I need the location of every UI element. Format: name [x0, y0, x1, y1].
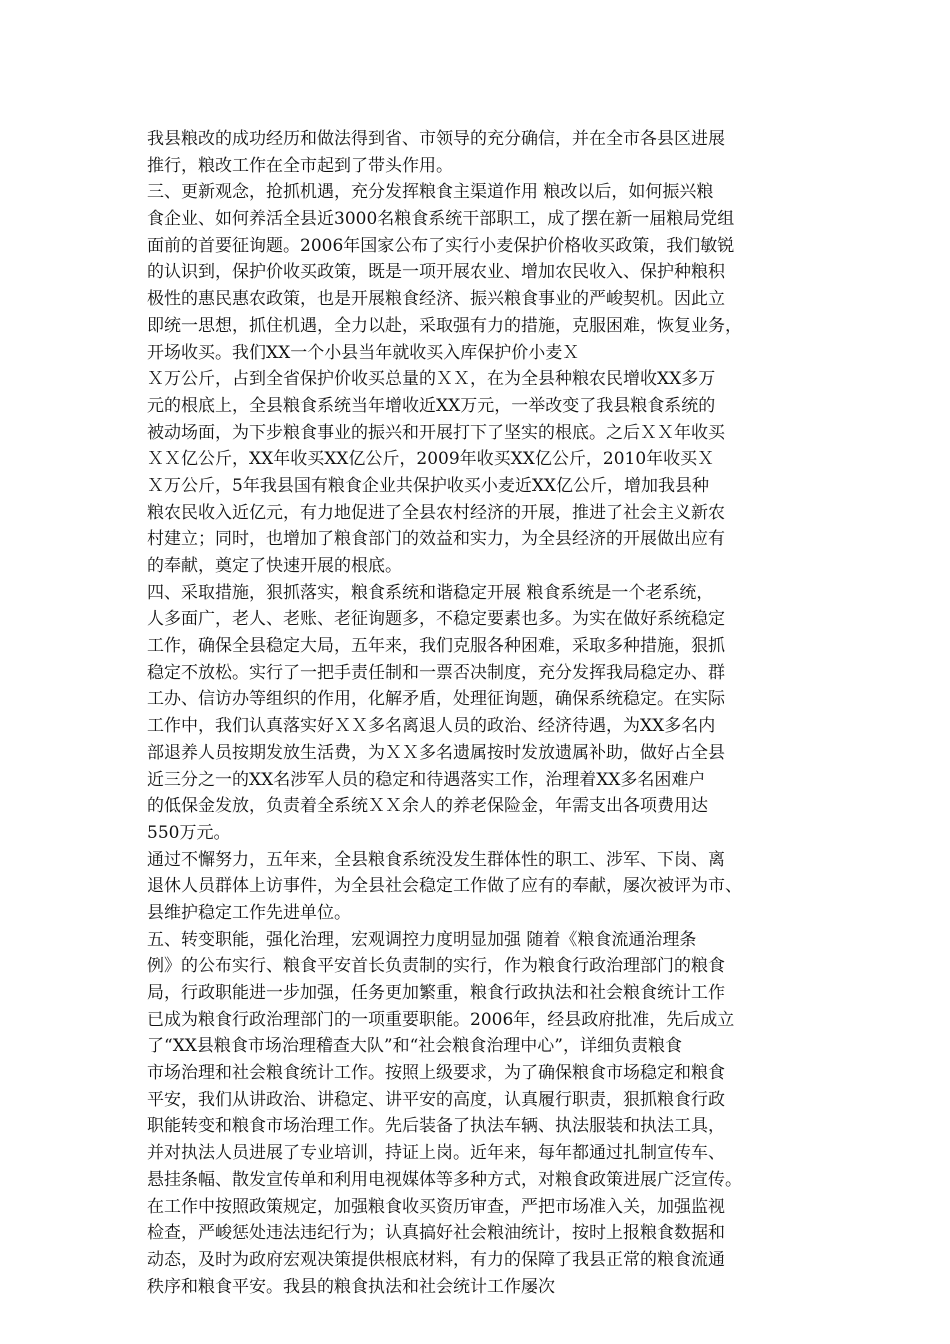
text-line: 面前的首要征询题。2006年国家公布了实行小麦保护价格收买政策，我们敏锐: [147, 235, 735, 256]
text-line: 市场治理和社会粮食统计工作。按照上级要求，为了确保粮食市场稳定和粮食: [147, 1063, 725, 1084]
text-line: 人多面广，老人、老账、老征询题多，不稳定要素也多。为实在做好系统稳定: [147, 609, 725, 630]
text-line: 稳定不放松。实行了一把手责任制和一票否决制度，充分发挥我局稳定办、群: [147, 662, 725, 683]
text-line: 工办、信访办等组织的作用，化解矛盾，处理征询题，确保系统稳定。在实际: [147, 689, 725, 710]
text-line: 动态，及时为政府宏观决策提供根底材料，有力的保障了我县正常的粮食流通: [147, 1249, 725, 1270]
section-heading-line: 三、更新观念，抢抓机遇，充分发挥粮食主渠道作用 粮改以后，如何振兴粮: [147, 182, 714, 203]
text-line: 并对执法人员进展了专业培训，持证上岗。近年来，每年都通过扎制宣传车、: [147, 1143, 725, 1164]
text-line: 极性的惠民惠农政策，也是开展粮食经济、振兴粮食事业的严峻契机。因此立: [147, 289, 725, 310]
text-line: 了“XX县粮食市场治理稽查大队”和“社会粮食治理中心”，详细负责粮食: [147, 1036, 682, 1057]
text-line: Ｘ万公斤，占到全省保护价收买总量的ＸＸ，在为全县种粮农民增收XX多万: [147, 369, 716, 390]
text-line: 部退养人员按期发放生活费，为ＸＸ多名遗属按时发放遗属补助，做好占全县: [147, 742, 725, 763]
text-line: Ｘ万公斤，5年我县国有粮食企业共保护收买小麦近XX亿公斤，增加我县种: [147, 475, 710, 496]
text-line: 近三分之一的XX名涉军人员的稳定和待遇落实工作，治理着XX多名困难户: [147, 769, 706, 790]
document-body: [147, 126, 817, 1300]
text-line: 的低保金发放，负责着全系统ＸＸ余人的养老保险金，年需支出各项费用达: [147, 796, 708, 817]
text-line: 县维护稳定工作先进单位。: [147, 902, 351, 923]
text-line: 例》的公布实行、粮食平安首长负责制的实行，作为粮食行政治理部门的粮食: [147, 956, 725, 977]
section-heading-line: 五、转变职能，强化治理，宏观调控力度明显加强 随着《粮食流通治理条: [147, 929, 697, 950]
text-line: 的认识到，保护价收买政策，既是一项开展农业、增加农民收入、保护种粮积: [147, 262, 725, 283]
text-line: 退休人员群体上访事件，为全县社会稳定工作做了应有的奉献，屡次被评为市、: [147, 876, 742, 897]
text-line: 秩序和粮食平安。我县的粮食执法和社会统计工作屡次: [147, 1276, 555, 1297]
text-line: 推行，粮改工作在全市起到了带头作用。: [147, 155, 453, 176]
text-line: 工作，确保全县稳定大局，五年来，我们克服各种困难，采取多种措施，狠抓: [147, 636, 725, 657]
text-line: 职能转变和粮食市场治理工作。先后装备了执法车辆、执法服装和执法工具，: [147, 1116, 725, 1137]
text-line: 平安，我们从讲政治、讲稳定、讲平安的高度，认真履行职责，狠抓粮食行政: [147, 1089, 725, 1110]
text-line: 悬挂条幅、散发宣传单和利用电视媒体等多种方式，对粮食政策进展广泛宣传。: [147, 1169, 742, 1190]
text-line: 通过不懈努力，五年来，全县粮食系统没发生群体性的职工、涉军、下岗、离: [147, 849, 725, 870]
text-line: 粮农民收入近亿元，有力地促进了全县农村经济的开展，推进了社会主义新农: [147, 502, 725, 523]
section-heading-line: 四、采取措施，狠抓落实，粮食系统和谐稳定开展 粮食系统是一个老系统，: [147, 582, 714, 603]
text-line: 的奉献，奠定了快速开展的根底。: [147, 556, 402, 576]
text-line: 村建立；同时，也增加了粮食部门的效益和实力，为全县经济的开展做出应有: [147, 529, 725, 550]
text-line: 局，行政职能进一步加强，任务更加繁重，粮食行政执法和社会粮食统计工作: [147, 983, 725, 1003]
text-line: 工作中，我们认真落实好ＸＸ多名离退人员的政治、经济待遇，为XX多名内: [147, 716, 716, 737]
text-line: 检查，严峻惩处违法违纪行为；认真搞好社会粮油统计，按时上报粮食数据和: [147, 1223, 725, 1244]
text-line: 开场收买。我们XX一个小县当年就收买入库保护价小麦Ｘ: [147, 342, 580, 363]
text-line: ＸＸ亿公斤，XX年收买XX亿公斤，2009年收买XX亿公斤，2010年收买Ｘ: [147, 449, 715, 470]
text-line: 即统一思想，抓住机遇，全力以赴，采取强有力的措施，克服困难，恢复业务，: [147, 315, 742, 336]
text-line: 550万元。: [147, 822, 231, 843]
text-line: 在工作中按照政策规定，加强粮食收买资历审查，严把市场准入关，加强监视: [147, 1196, 725, 1217]
text-line: 我县粮改的成功经历和做法得到省、市领导的充分确信，并在全市各县区进展: [147, 129, 725, 149]
text-line: 元的根底上，全县粮食系统当年增收近XX万元，一举改变了我县粮食系统的: [147, 395, 716, 416]
text-line: 食企业、如何养活全县近3000名粮食系统干部职工，成了摆在新一届粮局党组: [147, 209, 735, 230]
text-line: 被动场面，为下步粮食事业的振兴和开展打下了坚实的根底。之后ＸＸ年收买: [147, 422, 725, 443]
text-line: 已成为粮食行政治理部门的一项重要职能。2006年，经县政府批准，先后成立: [147, 1009, 735, 1030]
